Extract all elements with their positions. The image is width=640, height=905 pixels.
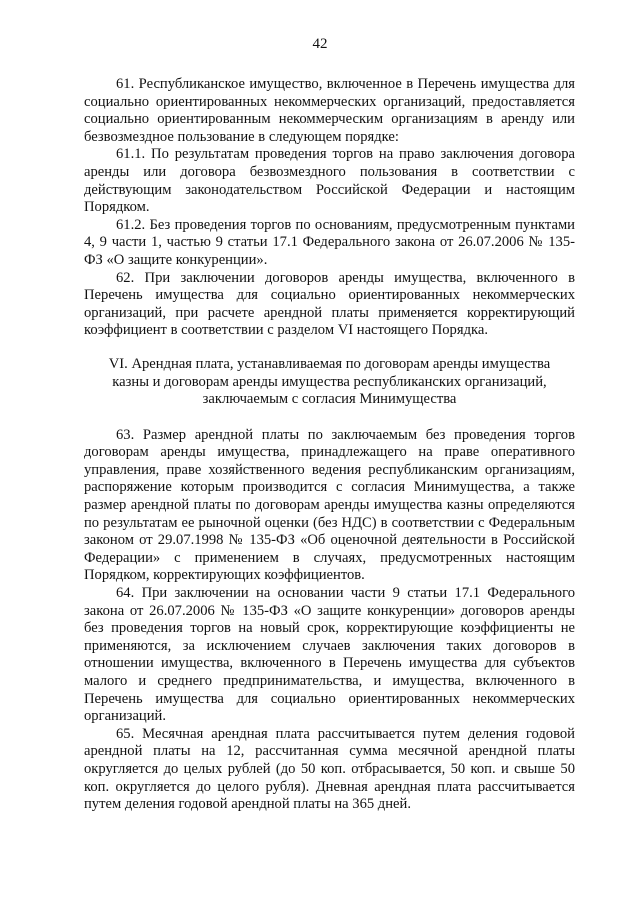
section-heading-line: заключаемым с согласия Минимущества [202, 391, 457, 408]
paragraph-63: 63. Размер арендной платы по заключаемым без проведения торгов договорам аренды имущества, принадлежащего на праве оперативного управления, праве хозяйственного ведения республиканским организациям, распоряжение которым производится с согласия Минимущества, а также размер арендной платы по договорам аренды имущества казны определяются по результатам ее рыночной оценки (без НДС) в соответствии с Федеральным законом от 29.07.1998 № 135-ФЗ «Об оценочной деятельности в Российской Федерации» с применением в случаях, предусмотренных настоящим Порядком, корректирующих коэффициентов. [84, 426, 575, 584]
paragraph-62: 62. При заключении договоров аренды имущества, включенного в Перечень имущества для социально ориентированных некоммерческих организаций, при расчете арендной платы применяется корректирующий коэффициент в соответствии с разделом VI настоящего Порядка. [84, 269, 575, 339]
paragraph-61-1: 61.1. По результатам проведения торгов на право заключения договора аренды или договора безвозмездного пользования в соответствии с действующим законодательством Российской Федерации и настоящим Порядком. [84, 146, 575, 216]
document-body [84, 76, 575, 814]
paragraph-61-2: 61.2. Без проведения торгов по основаниям, предусмотренным пунктами 4, 9 части 1, частью 9 статьи 17.1 Федерального закона от 26.07.2006 № 135-ФЗ «О защите конкуренции». [84, 216, 575, 268]
section-heading-line: VI. Арендная плата, устанавливаемая по договорам аренды имущества [108, 355, 551, 372]
paragraph-65: 65. Месячная арендная плата рассчитывается путем деления годовой арендной платы на 12, рассчитанная сумма месячной арендной платы округляется до целых рублей (до 50 коп. отбрасывается, 50 коп. и свыше 50 коп. округляется до целого рубля). Дневная арендная плата рассчитывается путем деления годовой арендной платы на 365 дней. [84, 725, 575, 813]
section-heading-line: казны и договорам аренды имущества республиканских организаций, [112, 373, 547, 390]
section-heading [84, 356, 575, 409]
paragraph-61: 61. Республиканское имущество, включенное в Перечень имущества для социально ориентированных некоммерческих организаций, предоставляется социально ориентированным некоммерческим организациям в аренду или безвозмездное пользование в следующем порядке: [84, 76, 575, 145]
paragraph-64: 64. При заключении на основании части 9 статьи 17.1 Федерального закона от 26.07.2006 № 135-ФЗ «О защите конкуренции» договоров аренды без проведения торгов на новый срок, корректирующие коэффициенты не применяются, за исключением случаев заключения таких договоров в отношении имущества, включенного в Перечень имущества для субъектов малого и среднего предпринимательства, и имущества, включенного в Перечень имущества для социально ориентированных некоммерческих организаций. [84, 585, 575, 725]
page-number: 42 [312, 36, 328, 52]
